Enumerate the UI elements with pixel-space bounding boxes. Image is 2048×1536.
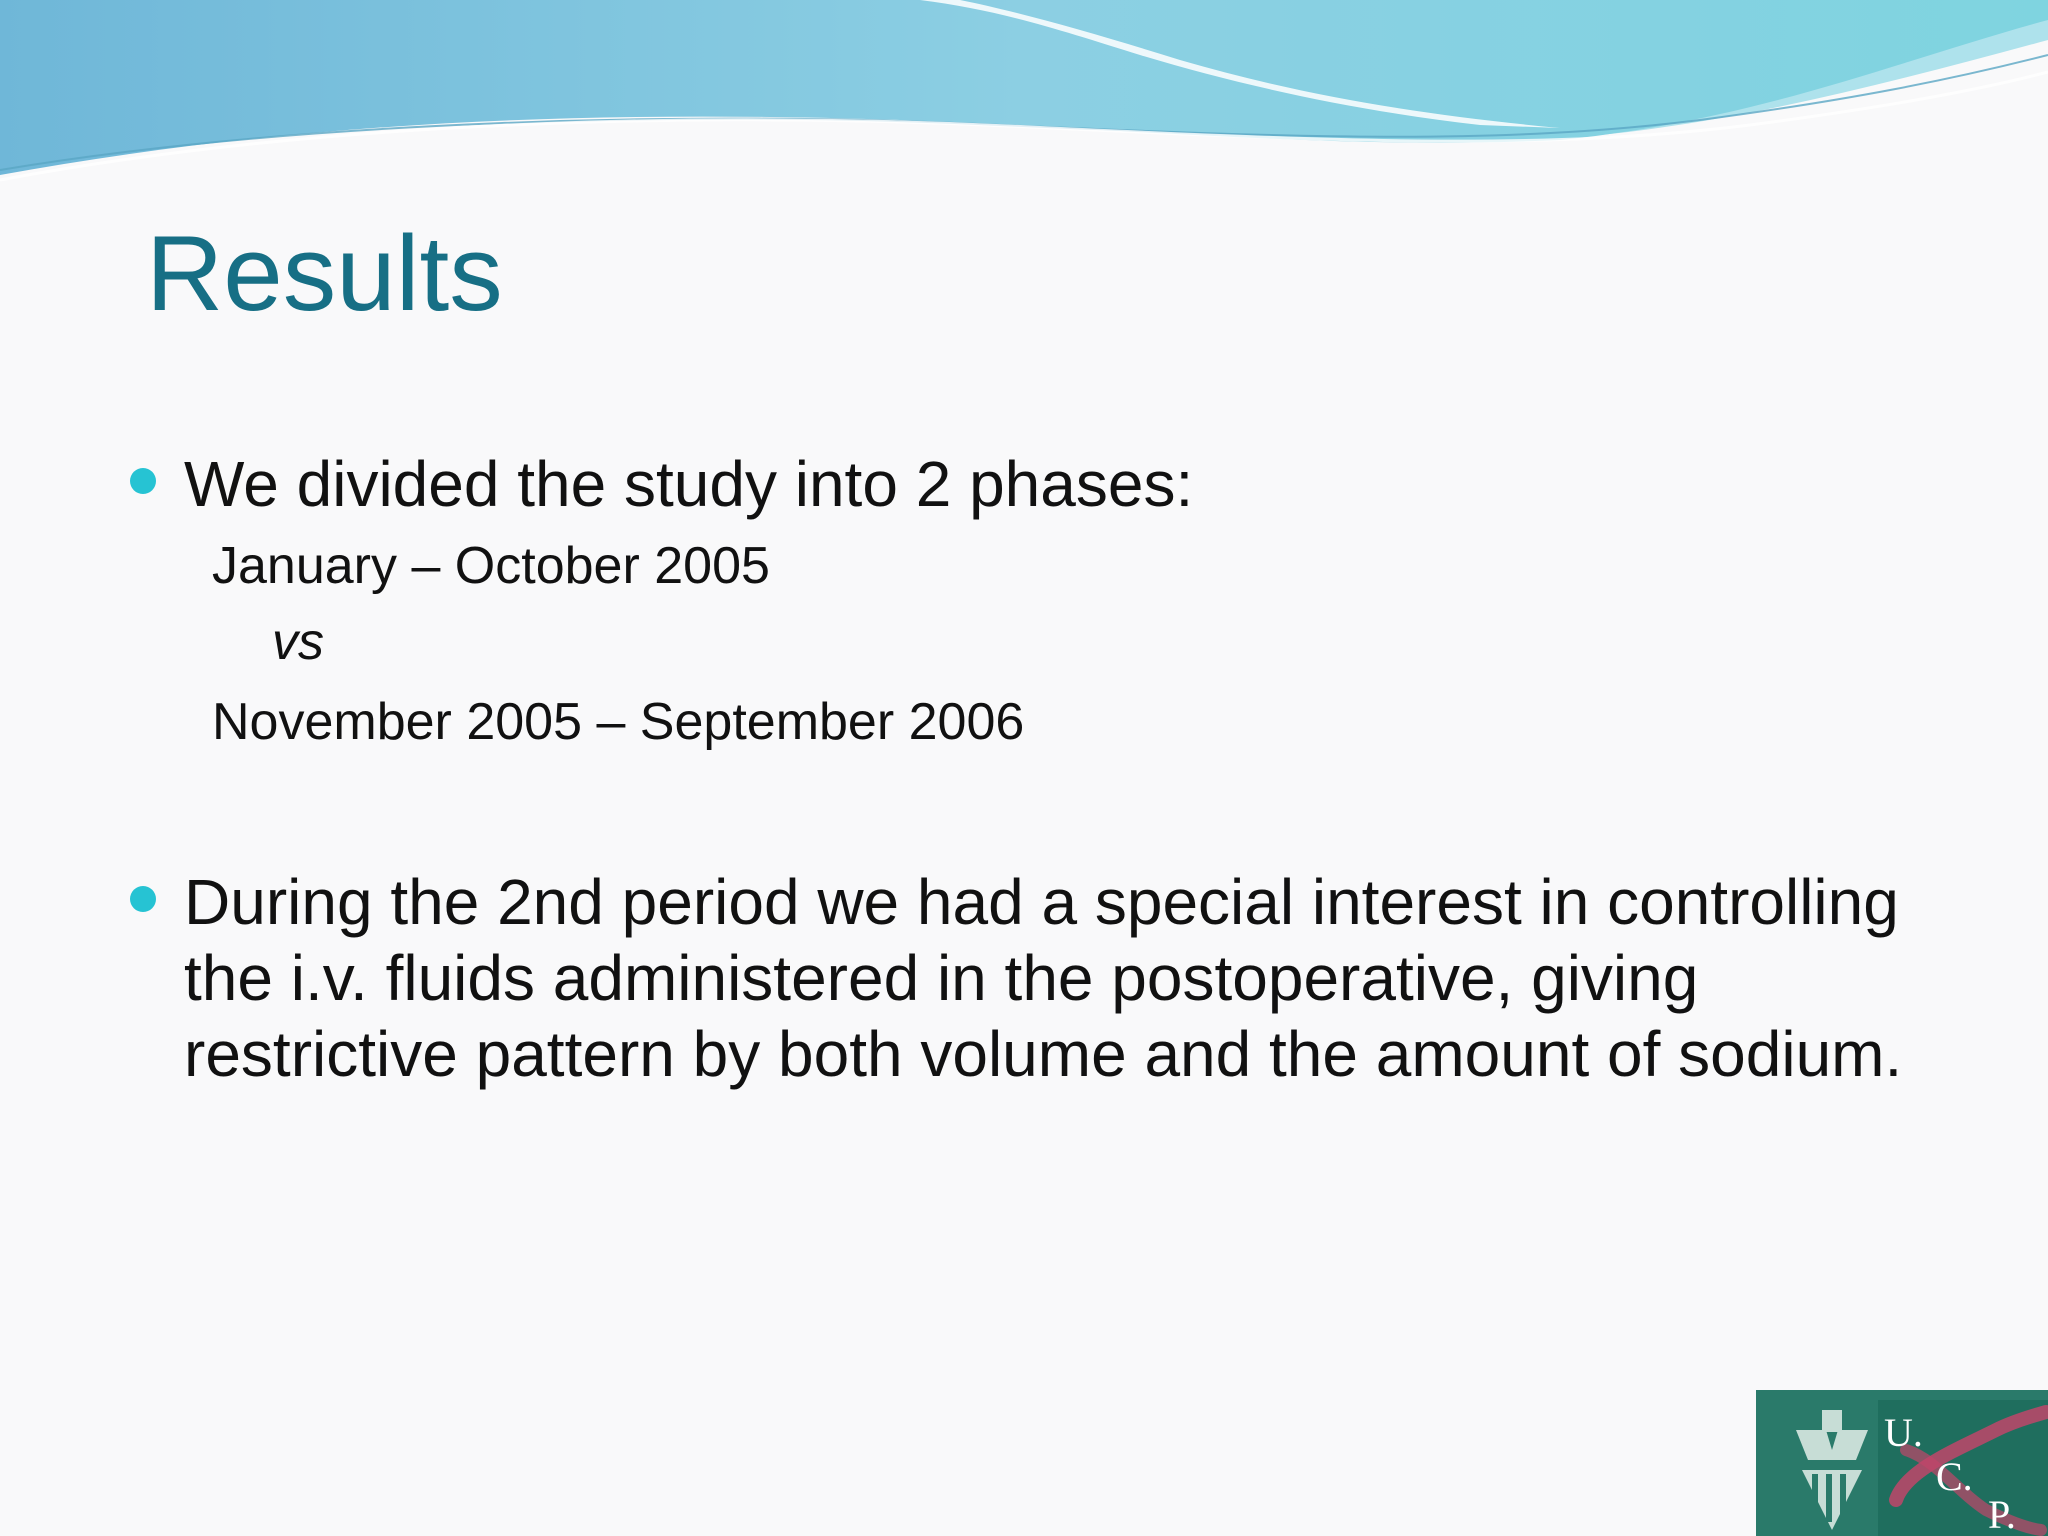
svg-text:P.: P. bbox=[1988, 1492, 2016, 1536]
phase-2-period: November 2005 – September 2006 bbox=[212, 693, 1025, 751]
bullet-item bbox=[184, 446, 1193, 522]
svg-text:U.: U. bbox=[1884, 1410, 1923, 1455]
bullet-text: We divided the study into 2 phases: bbox=[184, 448, 1194, 520]
svg-text:C.: C. bbox=[1936, 1454, 1973, 1499]
header-wave-decoration bbox=[0, 0, 2048, 240]
bullet-text: During the 2nd period we had a special interest in controlling the i.v. fluids administered in the postoperative, giving restrictive pattern by both volume and the amount of sodium. bbox=[184, 866, 1903, 1090]
slide-title: Results bbox=[146, 213, 503, 333]
bullet-item bbox=[184, 864, 1954, 1092]
bullet-icon bbox=[130, 468, 156, 494]
phase-1-period: January – October 2005 bbox=[212, 537, 770, 595]
versus-label: vs bbox=[272, 613, 324, 671]
bullet-icon bbox=[130, 886, 156, 912]
ucp-logo bbox=[1756, 1390, 2048, 1536]
